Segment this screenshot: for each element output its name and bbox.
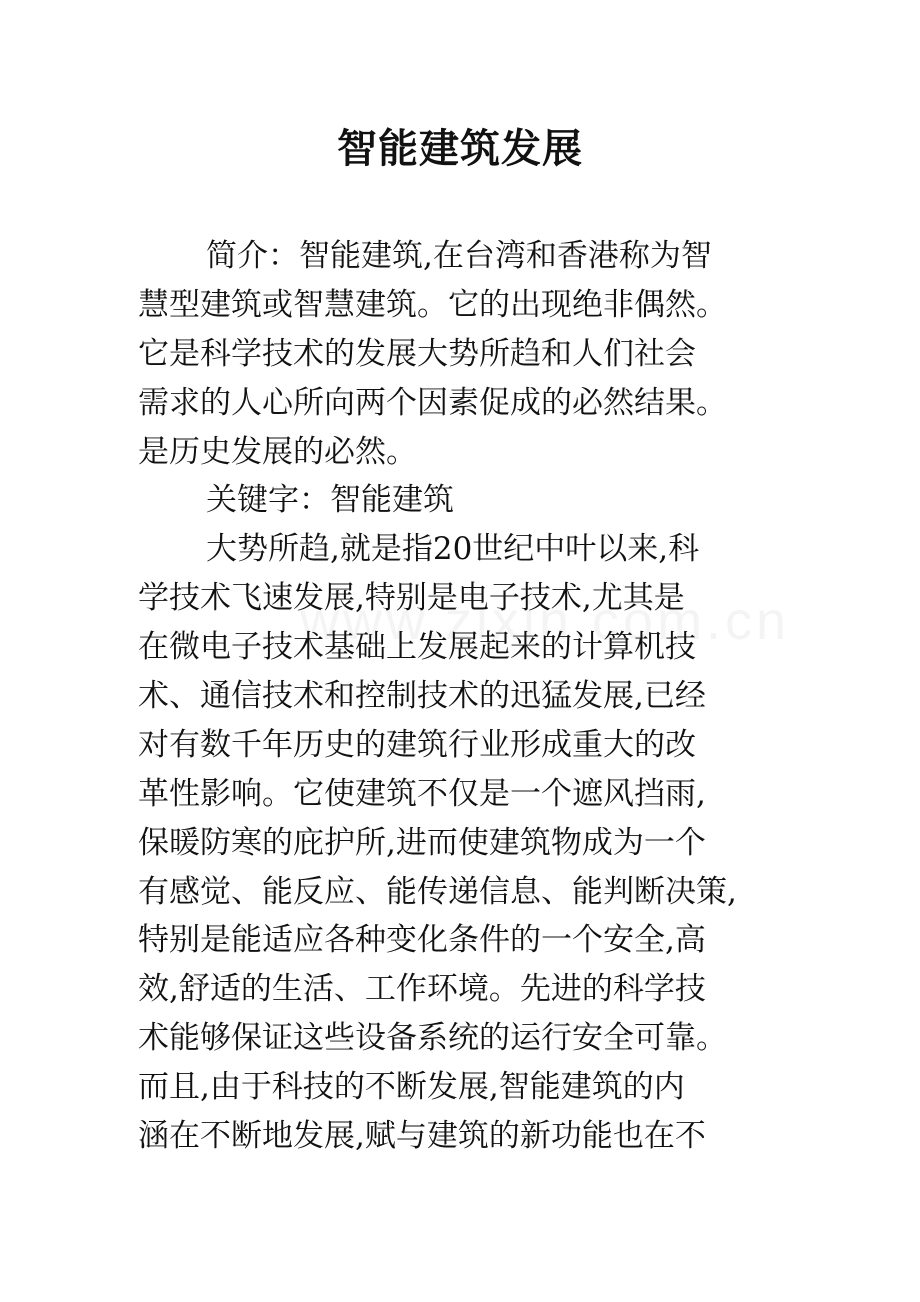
paragraph-line: 慧型建筑或智慧建筑。它的出现绝非偶然。	[138, 286, 727, 323]
paragraph-line: 革性影响。它使建筑不仅是一个遮风挡雨,	[138, 775, 706, 812]
paragraph-line: 保暖防寒的庇护所,进而使建筑物成为一个	[138, 824, 706, 861]
paragraph-line: 需求的人心所向两个因素促成的必然结果。	[138, 384, 727, 421]
paragraph-line: 有感觉、能反应、能传递信息、能判断决策,	[138, 873, 737, 910]
keywords-line: 关键字：智能建筑	[206, 482, 454, 519]
page-title: 智能建筑发展	[337, 125, 583, 172]
paragraph-line: 术、通信技术和控制技术的迅猛发展,已经	[138, 678, 706, 715]
paragraph-line: 而且,由于科技的不断发展,智能建筑的内	[138, 1069, 685, 1106]
paragraph-line: 简介：智能建筑,在台湾和香港称为智	[206, 238, 712, 274]
paragraph-line: 对有数千年历史的建筑行业形成重大的改	[138, 726, 696, 763]
paragraph-line: 在微电子技术基础上发展起来的计算机技	[138, 629, 696, 666]
paragraph-line: 涵在不断地发展,赋与建筑的新功能也在不	[138, 1118, 706, 1155]
paragraph-line: 学技术飞速发展,特别是电子技术,尤其是	[138, 580, 685, 617]
paragraph-line: 特别是能适应各种变化条件的一个安全,高	[138, 922, 706, 959]
paragraph-line: 大势所趋,就是指20世纪中叶以来,科	[206, 531, 700, 568]
paragraph-line: 是历史发展的必然。	[138, 433, 417, 470]
paragraph-line: 它是科学技术的发展大势所趋和人们社会	[138, 335, 696, 372]
paragraph-line: 效,舒适的生活、工作环境。先进的科学技	[138, 971, 706, 1008]
body-text	[138, 232, 818, 1161]
paragraph-line: 术能够保证这些设备系统的运行安全可靠。	[138, 1020, 727, 1057]
